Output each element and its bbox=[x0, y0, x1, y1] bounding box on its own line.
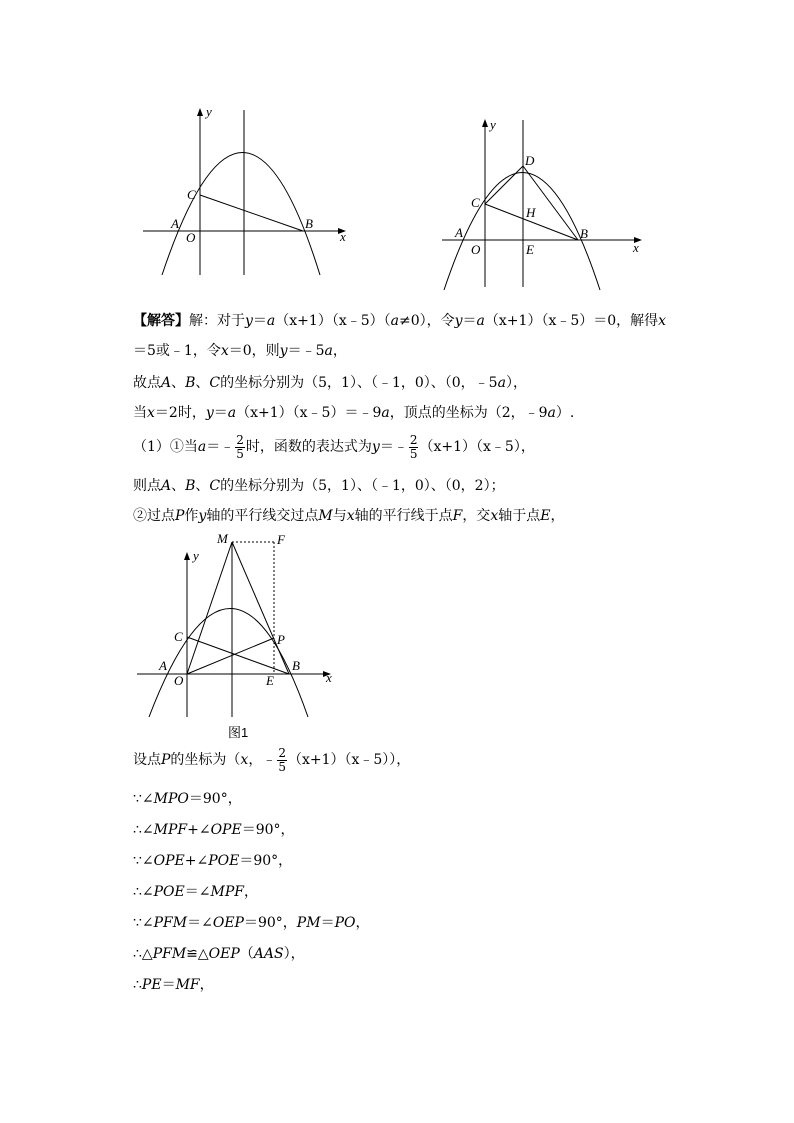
label-x: x bbox=[340, 229, 346, 244]
solution-line-8: 设点P的坐标为（x，﹣ $\frac{2}{5}$ （x+1）（x﹣5））， bbox=[133, 745, 411, 774]
label-o: O bbox=[174, 673, 184, 688]
label-b: B bbox=[580, 226, 588, 241]
label-c: C bbox=[471, 195, 480, 210]
solution-line-4: 当x＝2时，y＝a（x+1）（x﹣5）＝﹣9a，顶点的坐标为（2，﹣9a）. bbox=[133, 405, 575, 421]
label-y: y bbox=[490, 117, 496, 132]
solution-line-10: ∴∠MPF+∠OPE＝90°， bbox=[133, 822, 295, 838]
parabola-diagram-left bbox=[140, 100, 360, 290]
label-a: A bbox=[171, 216, 179, 231]
label-m: M bbox=[217, 531, 228, 546]
label-c: C bbox=[187, 187, 196, 202]
label-o: O bbox=[186, 230, 196, 245]
label-f: F bbox=[277, 532, 285, 547]
solution-line-1: 【解答】解：对于y＝a（x+1）（x﹣5）（a≠0），令y＝a（x+1）（x﹣5）＝0，解得x bbox=[133, 313, 667, 329]
label-o: O bbox=[471, 242, 481, 257]
label-b: B bbox=[292, 658, 300, 673]
figure-1 bbox=[135, 530, 345, 720]
solution-line-14: ∴△PFM≌△OEP（AAS）， bbox=[133, 946, 305, 962]
label-h: H bbox=[526, 205, 536, 220]
label-y: y bbox=[206, 104, 212, 119]
fraction: $\frac{2}{5}$ bbox=[236, 432, 244, 461]
label-d: D bbox=[525, 153, 535, 168]
label-x: x bbox=[633, 240, 639, 255]
label-y: y bbox=[193, 548, 199, 563]
solution-line-9: ∵∠MPO＝90°， bbox=[133, 791, 242, 807]
label-x: x bbox=[326, 670, 332, 685]
solution-line-15: ∴PE＝MF， bbox=[133, 977, 214, 993]
solution-line-7: ②过点P作y轴的平行线交过点M与x轴的平行线于点F，交x轴于点E， bbox=[133, 508, 565, 524]
fraction: $\frac{2}{5}$ bbox=[409, 432, 418, 461]
fraction: $\frac{2}{5}$ bbox=[278, 745, 286, 774]
solution-line-5: （1）①当a＝﹣ $\frac{2}{5}$ 时，函数的表达式为y＝﹣ $\frac{2}{5}$ （x+1）（x﹣5）， bbox=[133, 432, 535, 461]
figure-1-caption: 图1 bbox=[228, 725, 249, 740]
solution-line-12: ∴∠POE＝∠MPF， bbox=[133, 884, 258, 900]
figure-top-left bbox=[140, 100, 360, 290]
figure-1-diagram bbox=[135, 530, 345, 720]
solution-line-2: ＝5或﹣1，令x＝0，则y＝﹣5a， bbox=[133, 343, 347, 359]
label-p: P bbox=[277, 632, 285, 647]
label-b: B bbox=[305, 216, 313, 231]
label-e: E bbox=[266, 673, 274, 688]
label-c: C bbox=[174, 629, 183, 644]
solution-line-13: ∵∠PFM＝∠OEP＝90°，PM＝PO， bbox=[133, 915, 370, 931]
label-e: E bbox=[526, 242, 534, 257]
label-a: A bbox=[159, 658, 167, 673]
solution-line-11: ∵∠OPE+∠POE＝90°， bbox=[133, 853, 293, 869]
solution-line-3: 故点A、B、C的坐标分别为（5，1）、（﹣1，0）、（0，﹣5a）， bbox=[133, 375, 527, 391]
parabola-diagram-right bbox=[440, 115, 660, 295]
label-a: A bbox=[455, 225, 463, 240]
figure-top-right bbox=[440, 115, 660, 295]
solution-line-6: 则点A、B、C的坐标分别为（5，1）、（﹣1，0）、（0，2）； bbox=[133, 478, 505, 494]
